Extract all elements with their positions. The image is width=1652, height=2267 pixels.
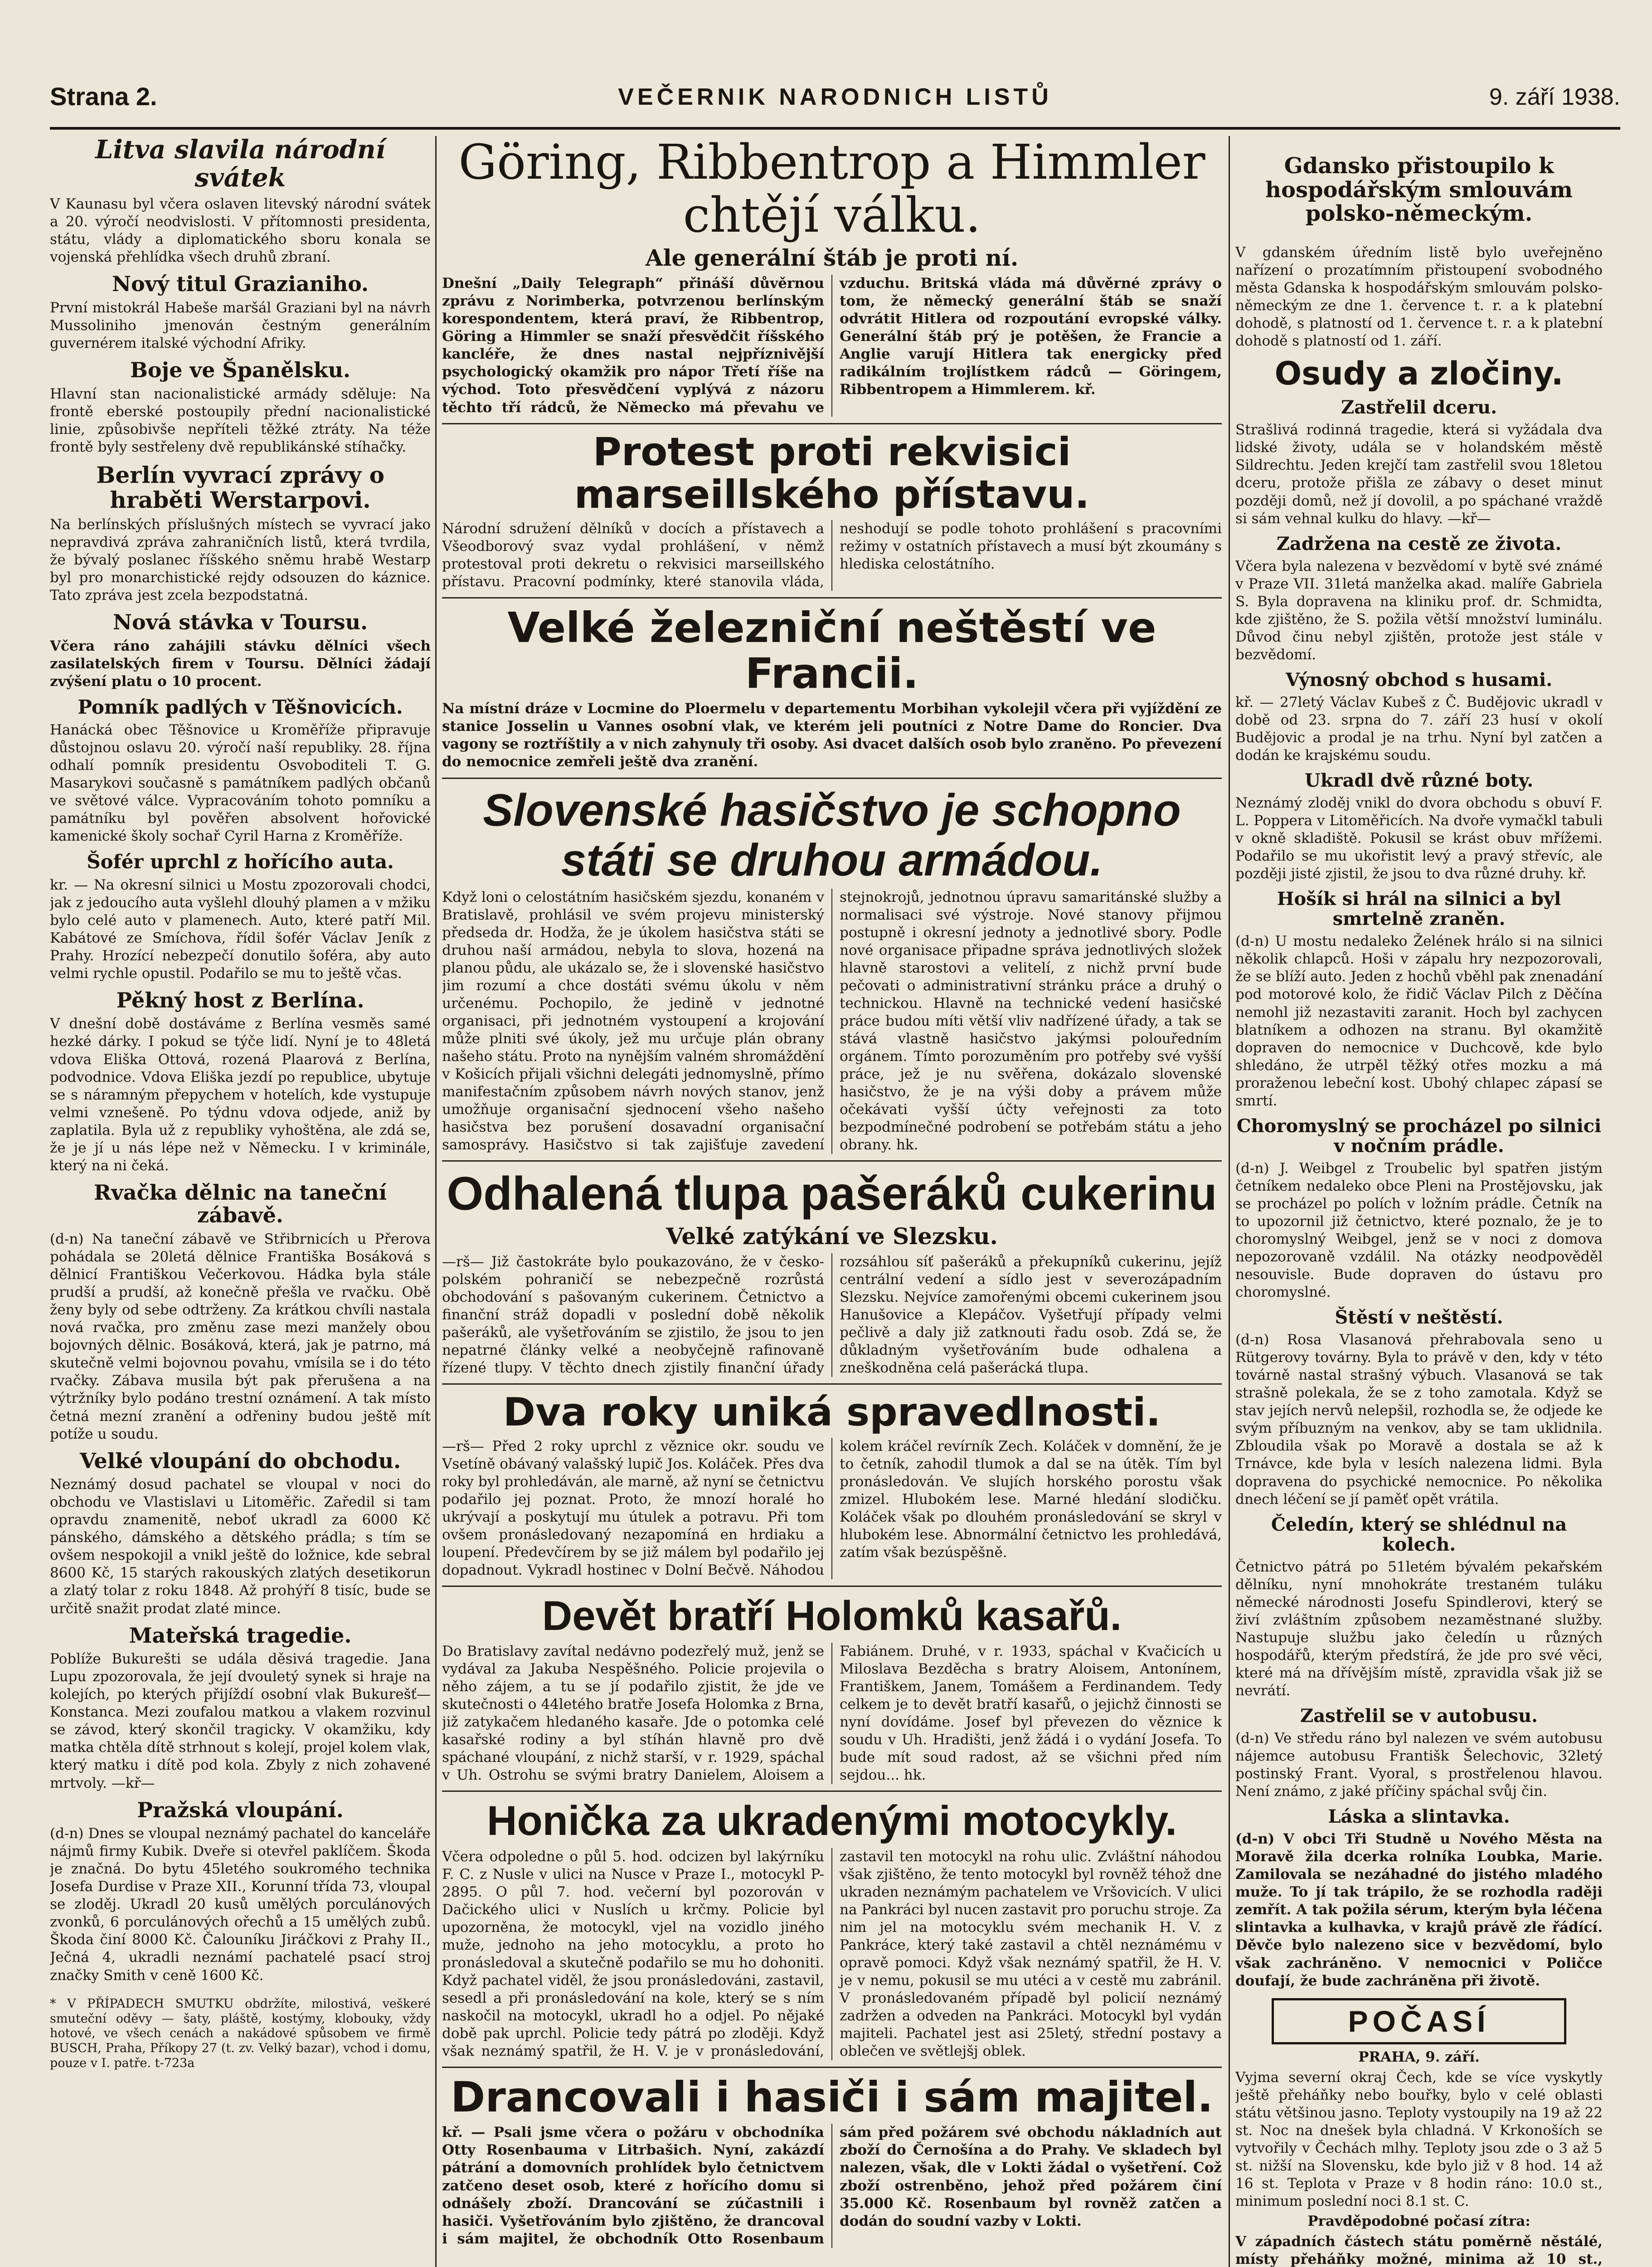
newspaper-title: VEČERNIK NARODNICH LISTŮ [618,84,1052,110]
article-boty [1235,771,1603,883]
headline: Drancovali i hasiči i sám majitel. [451,2073,1213,2122]
article-body: V gdanském úředním listě bylo uveřejněno nařízení o prozatímním přistoupení svobodného města Gdanska k hospodářským smlouvám polsko-německým ze dne 1. července t. r. a k platební dohodě, s platností od 1. července t. r. a k platební dohodě s platností od 1. září. [1235,244,1603,350]
divider [442,2067,1222,2068]
article-body: První mistokrál Habeše maršál Graziani byl na návrh Mussoliniho jmenován čestným generálním guvernérem italské východní Afriky. [50,299,431,352]
article-bratri-holomku [442,1593,1222,1785]
headline: Výnosný obchod s husami. [1285,669,1553,691]
divider [442,597,1222,598]
article-body: kř. — 27letý Václav Kubeš z Č. Budějovic ukradl v době od 23. srpna do 7. září 23 husí v okolí Budějovic a prodal je na trhu. Nyní byl zatčen a dodán ke krajskému soudu. [1235,694,1603,764]
article-spanelsko [50,359,431,456]
divider [442,1790,1222,1792]
headline: Ukradl dvě různé boty. [1304,770,1534,792]
forecast-text: V západních částech státu poměrně něstálé, místy přeháňky možné, minima až 10 st., [1235,2233,1603,2267]
article-autobus [1235,1706,1603,1800]
forecast-title: Pravděpodobné počasí zítra: [1307,2213,1531,2229]
article-prazska-vloupani [50,1799,431,1985]
article-zastrelil-dceru [1235,398,1603,527]
headline: Göring, Ribbentrop a Himmler chtějí válku. [458,136,1205,243]
article-body: V Kaunasu byl včera oslaven litevský národní svátek a 20. výročí neodvislosti. V přítomnosti presidenta, státu, vlády a diplomatického sboru konala se vojenská přehlídka všech druhů zbraní. [50,196,431,266]
two-column-text [442,1438,1222,1579]
two-column-text [442,1643,1222,1784]
article-body: Strašlivá rodinná tragedie, která si vyžádala dva lidské životy, udála se v holandském městě Sildrechtu. Jeden krejčí tam zastřelil svou 18letou dceru, protože přišla ze zábavy o deset minut později domů, než jí dovolil, a po spáchané vraždě si sám vehnal kulku do hlavy. —kř— [1235,422,1603,527]
headline: Čeledín, který se shlédnul na kolech. [1271,1513,1567,1555]
article-body: Na místní dráze v Locmine do Ploermelu v departementu Morbihan vykolejil včera při vyjíždění ze stanice Josselin u Vannes osobní vlak, ve kterém jeli poutníci z Notre Dame do Roncier. Dva vagony se roztříštily a v nich zahynuly tři osoby. Asi dvacet dalších osob bylo zraněno. Po převezení do nemocnice zemřeli ještě dva zranění. [442,701,1222,770]
article-body: Poblíže Bukurešti se udála děsivá tragedie. Jana Lupu zpozorovala, že její dvouletý synek si hraje na kolejích, po kterých přijíždí osobní vlak Bukurešť—Konstanca. Mezi zoufalou matkou a vlakem rozvinul se závod, který skončil tragicky. V okamžiku, kdy matka chtěla dítě strhnout s kolejí, projel kolem vlak, který matku i dítě pod kola. Zbyly z nich zohavené mrtvoly. —kř— [50,1651,431,1791]
page-number: Strana 2. [50,82,157,111]
headline: Nová stávka v Toursu. [112,610,368,635]
headline: Láska a slintavka. [1328,1806,1510,1828]
article-berlin-westarp [50,462,431,604]
headline: Velké vloupání do obchodu. [79,1448,401,1473]
headline: Slovenské hasičstvo je schopno státi se druhou armádou. [483,784,1181,885]
article-zadrzena [1235,534,1603,664]
headline: Devět bratří Holomků kasařů. [542,1592,1122,1639]
article-body: Národní sdružení dělníků v docích a přístavech a Všeodborový svaz vydal prohlášení, v němž protestoval proti dekretu o rekvisici marseillského přístavu. Pracovní podmínky, které stanovila vláda, neshodují se podle tohoto prohlášení s pracovními režimy v ostatních přístavech a musí být zkoumány s hlediska celostátního. [442,520,1222,590]
divider [442,778,1222,779]
column-rule-2 [1229,136,1230,2267]
article-zeleznicni-nestesti [442,605,1222,771]
article-body: —rš— Již častokráte bylo poukazováno, že v česko-polském pohraničí se nebezpečně rozrůstá obchodování s pašovaným cukerinem. Četnictvo a finanční stráž dopadli v poslední době několik pašeráků, ale vyšetřováním se zjistilo, že jsou to jen nepatrné články velké a neobyčejně rafinovaně řízené tlupy. V těchto dnech zjistily finanční úřady rozsáhlou síť pašeráků a překupníků cukerinu, jejíž centrální vedení a sídlo jest v severozápadním Slezsku. Nejvíce zamořenými obcemi cukerinem jsou Hanušovice a Klepáčov. Vyšetřují případy velmi pečlivě a daly již zatknouti řadu osob. Zdá se, že důkladným vyšetřováním bude odhalena a zneškodněna celá pašerácká tlupa. [442,1253,1222,1376]
article-dva-roky [442,1391,1222,1579]
article-choromyslny [1235,1116,1603,1301]
headline: Hošík si hrál na silnici a byl smrtelně zraněn. [1277,888,1561,930]
article-litva [50,136,431,266]
headline: Nový titul Grazianiho. [112,272,369,297]
headline: Mateřská tragedie. [129,1623,352,1648]
article-gdansko [1235,154,1603,350]
headline: Zastřelil dceru. [1341,397,1497,418]
article-body: Dnešní „Daily Telegraph“ přináší důvěrnou zprávu z Norimberka, potvrzenou berlínským korespondentem, která praví, že Ribbentrop, Göring a Himmler se snaží přesvědčit říšského kancléře, že dnes nastal nejpříznivější psychologický okamžik pro nápor Třetí říše na východ. Toto přesvědčení vyplývá z názoru těchto tří rádců, že Německo má převahu ve vzduchu. Britská vláda má důvěrné zprávy o tom, že německý generální štáb se snaží odvrátit Hitlera od rozpoutání evropské války. Generální štáb prý je potěšen, že Francie a Anglie varují Hitlera tak energicky před radikálním trojlístkem rádců — Göringem, Ribbentropem a Himmlerem. kř. [442,275,1222,416]
masthead [50,68,1620,130]
divider [442,1586,1222,1587]
article-husy [1235,670,1603,764]
article-body: Neznámý dosud pachatel se vloupal v noci do obchodu ve Vlastislavi u Litoměřic. Zaředil si tam opravdu znamenitě, neboť ukradl za 6000 Kč pánského, dámského a dětského prádla; s tím se ovšem nespokojil a vnikl ještě do ložnice, kde sebral 8600 Kč, 15 starých rakouských zlatých desetikorun a zlatý tolar z roku 1848. Až prohýří 8 tisíc, bude se určitě snažit prodat zlaté mince. [50,1476,431,1617]
article-body: Na berlínských příslušných místech se vyvrací jako nepravdivá zpráva zahraničních listů, která tvrdila, že bývalý poslanec říšského sněmu hrabě Westarp byl pro monarchistické rejdy odsouzen do káznice. Tato zpráva jest zcela bezpodstatná. [50,516,431,604]
article-body: Do Bratislavy zavítal nedávno podezřelý muž, jenž se vydával za Jakuba Nespěšného. Policie projevila o něho zájem, a tu se jí podařilo zjistit, že jde ve skutečnosti o 44letého bratře Josefa Holomka z Brna, již zatykačem hledaného kasaře. Jde o potomka celé kasařské rodiny a byl stíhán hlavně pro dvě spáchané vloupání, z nichž starší, v r. 1929, spáchal v Uh. Ostrohu se svými bratry Danielem, Aloisem a Fabiánem. Druhé, v r. 1933, spáchal v Kvačicích u Miloslava Bezděcha s bratry Aloisem, Antonínem, Františkem, Janem, Tomášem a Ferdinandem. Tedy celkem je to devět bratří kasařů, o jejichž činnosti se nyní dovídáme. Josef byl převezen do věznice k soudu v Uh. Hradišti, jenž žádá i o vydání Josefa. To bude mít soud radost, až se všichni před ním sejdou... hk. [442,1643,1222,1784]
article-body: (d-n) Na taneční zábavě ve Střibrnicích u Přerova pohádala se 20letá dělnice Františka Bosáková s dělnicí Františkou Večerkovou. Hádka byla stále prudší a prudší, až konečně přešla ve rvačku. Obě ženy byly od sebe odtrženy. Za krátkou chvíli nastala nová rvačka, pro změnu zase mezi manžely obou bojovných dělnic. Bosáková, která, jak je patrno, má skutečně velmi bojovnou povahu, vmísila se i do této rvačky. Zábava musila být pak přerušena a na výtržníky bylo podáno trestní oznámení. A tak místo četná mezní zranění a odřeniny budou ještě mít potíže u soudu. [50,1231,431,1442]
issue-date: 9. září 1938. [1489,84,1620,110]
article-body: Hanácká obec Těšnovice u Kroměříže připravuje důstojnou oslavu 20. výročí naší republiky. 28. října odhalí pomník presidentu Osvoboditeli T. G. Masarykovi současně s památníkem padlých občanů ve světové válce. Vypracováním tohoto pomníku a památníku byl pověřen absolvent hořovické kamenické školy sochař Cyril Harna z Kroměříže. [50,722,431,845]
headline: Honička za ukradenými motocykly. [487,1798,1177,1844]
article-rvacka [50,1181,431,1443]
headline: Boje ve Španělsku. [130,358,351,383]
headline: Velké železniční neštěstí ve Francii. [507,603,1156,698]
article-sofer [50,851,431,982]
weather-section [1235,1998,1603,2267]
article-body: Včera byla nalezena v bezvědomí v bytě své známé v Praze VII. 31letá manželka akad. malíře Gabriela S. Byla dopravena na kliniku prof. dr. Schmidta, kde zjištěno, že S. požila větší množství luminálu. Důvod činu nebyl zjištěn, protože jest stále v bezvědomí. [1235,558,1603,663]
subheadline: Velké zatýkání ve Slezsku. [666,1222,998,1250]
headline: Zastřelil se v autobusu. [1300,1705,1538,1727]
weather-title-box [1272,1998,1566,2044]
article-body: Hlavní stan nacionalistické armády sděluje: Na frontě eberské postoupily přední nacionalistické linie, způsobivše nepříteli těžké ztráty. Na téže frontě byly sestřeleny dvě republikánské stíhačky. [50,385,431,455]
article-materska-tragedie [50,1624,431,1792]
article-drancovali-hasici [442,2074,1222,2248]
article-honicka-motocykly [442,1798,1222,2060]
advertisement [50,1997,431,2072]
two-column-text [442,889,1222,1154]
article-paseraci-cukerinu [442,1168,1222,1377]
article-body: Včera ráno zahájili stávku dělníci všech zasilatelských firem v Toursu. Dělníci žádají zvýšení platu o 10 procent. [50,637,431,690]
article-stesti [1235,1308,1603,1508]
two-column-text [442,2124,1222,2248]
headline: Odhalená tlupa pašeráků cukerinu [447,1168,1217,1221]
two-column-text [442,275,1222,416]
headline: Rvačka dělnic na taneční zábavě. [93,1180,387,1228]
headline: Pražská vloupání. [137,1797,344,1822]
article-celedin [1235,1515,1603,1700]
article-body: —rš— Před 2 roky uprchl z věznice okr. soudu ve Vsetíně obávaný valašský lupič Jos. Koláček. Přes dva roky byl prohledáván, ale marně, až nyní se četnictvu podařilo jej poznat. Proto, že mnozí horalé ho ukrývají a poskytují mu útulek a potravu. Při tom ovšem pronásledovaný nezapomíná en hrdiaku a loupení. Předevčírem by se již málem byl podařilo jej dopadnout. Vykradl hostinec v Dolní Bečvě. Náhodou kolem kráčel revírník Zech. Koláček v domnění, že je to četník, zahodil tlumok a dal se na útěk. Tím byl pronásledován. Ve slujích horského porostu však zmizel. Hlubokém lese. Marné hledání slodičku. Koláček však po dlouhém pronásledování se skryl v hlubokém lese. Abnormální četnictvo les prohledává, zatím však bezúspěšně. [442,1438,1222,1578]
headline: Pěkný host z Berlína. [116,988,364,1012]
article-vloupani-obchod [50,1450,431,1618]
divider [442,423,1222,424]
divider [442,1383,1222,1385]
left-column [50,136,431,2267]
two-column-text [442,520,1222,591]
article-body: Když loni o celostátním hasičském sjezdu, konaném v Bratislavě, prohlásil ve svém projevu ministerský předseda dr. Hodža, že je úkolem hasičstva státi se druhou naší armádou, nebyla to slova, hozená na planou půdu, ale ukázalo se, že i slovenské hasičstvo jim rozumí a chce dostáti svému úkolu v něm určenému. Pochopilo, že jedině v jednotné organisaci, při jednotném vystoupení a krojování může plniti své úkoly, jež mu určuje plán obrany našeho státu. Proto na nynějším valném shromáždění v Košicích přijali všichni delegáti jednomyslně, přímo manifestačním způsobem návrh nových stanov, jenž umožňuje organisační sjednocení všeho našeho hasičstva bez porušení dosavadní organisační samosprávy. Hasičstvo si tak zajišťuje zavedení stejnokrojů, jednotnou úpravu samaritánské služby a normalisaci své výstroje. Nové stanovy přijmou postupně i okresní jednoty a jednotlivé sbory. Podle nové organisace připadne správa jednotlivých složek hlavně starostovi a velitelí, z nichž první bude pečovati o administrativní stránku práce a druhý o technickou. Hlavně na technické vedení hasičské práce budou míti větší vliv nadřízené úřady, a tak se stává vlastně hasičstvo jakýmsi polouředním orgánem. Tímto porozuměním pro potřeby své vyšší práce, jež je nu svěřena, dokázalo slovenské hasičstvo, že je na výši doby a právem může očekávati vyšší účty veřejnosti za toto bezpodmínečné podrobení se potřebám státu a jeho obrany. hk. [442,889,1222,1153]
article-body: kř. — Psali jsme včera o požáru v obchodníka Otty Rosenbauma v Litrbašich. Nyní, zakázdí pátrání a domovních prohlídek bylo četnictvem zatčeno deset osob, které z hořícího domu si odnášely zboží. Drancování se zúčastnili i hasiči. Vyšetřováním bylo zjištěno, že drancoval i sám majitel, že obchodník Otto Rosenbaum sám před požárem své obchodu nákladních aut zboží do Černošína a do Prahy. Ve skladech byl nalezen, však, dle v Lokti žádal o vyšetření. Což zboží ostrenběno, jehož před požárem činí 35.000 Kč. Rosenbaum byl rovněž zatčen a dodán do soudní vazby v Lokti. [442,2124,1222,2247]
article-body: (d-n) J. Weibgel z Troubelic byl spatřen jistým četníkem nedaleko obce Pleni na Prostějovsku, jak se procházel po polích v ložním prádle. Četník na to upozornil již četnictvo, které poznalo, že je to choromyslný Weibgel, jenž se v noci z domova nepozorovaně vzdálil. Na otázky neodpověděl nesouvisle. Bude dopraven do ústavu pro choromyslné. [1235,1160,1603,1301]
headline: Gdansko přistoupilo k hospodářským smlouvám polsko-německým. [1265,153,1573,227]
article-body: kr. — Na okresní silnici u Mostu zpozorovali chodci, jak z jedoucího auta vyšlehl dlouhý plamen a v mžiku bylo celé auto v plamenech. Auto, které patří Mil. Kabátové ze Smíchova, řídil šofér Václav Jeník z Prahy. Hrozící nebezpečí donutilo šoféra, aby auto velmi rychle opustil. Podařilo se mu to ještě včas. [50,876,431,982]
article-goring [442,136,1222,417]
article-body: (d-n) U mostu nedaleko Želének hrálo si na silnici několik chlapců. Hoši v zápalu hry nezpozorovali, že se blíží auto. Jeden z hochů vběhl pak znenadání pod motorové kolo, že řidič Václav Pilch z Děčína nemohl již nezastaviti zaranit. Hoch byl zachycen blatníkem a odhozen na stranu. Byl okamžitě dopraven do nemocnice v Duchcově, kde bylo shledáno, že utrpěl těžký otřes mozku a má proraženou lebeční kost. Ubohý chlapec zápasí se smrtí. [1235,933,1603,1109]
article-body: (d-n) Dnes se vloupal neznámý pachatel do kanceláře nájmů firmy Kubik. Dveře si otevřel paklíčem. Škoda je značná. Do bytu 45letého soukromého technika Josefa Durdise v Praze XII., Korunní třída 73, vloupal se zloděj. Ukradl 20 kusů umělých porculánových zvonků, 6 porculánových ořechů a 15 umělých zubů. Škoda činí 8000 Kč. Čalouníku Jiráčkovi z Prahy II., Ječná 4, ukradli neznámí pachatelé psací stroj značky Smith v ceně 1600 Kč. [50,1825,431,1984]
headline: Dva roky uniká spravedlnosti. [503,1389,1161,1435]
section-headline: Osudy a zločiny. [1274,355,1564,393]
subheadline: Ale generální štáb je proti ní. [645,244,1019,272]
headline: Berlín vyvrací zprávy o hraběti Werstarpovi. [96,461,384,513]
article-hosik [1235,889,1603,1109]
article-slovenske-hasicstvo [442,785,1222,1154]
headline: Štěstí v neštěstí. [1335,1307,1503,1328]
article-body: (d-n) Rosa Vlasanová přehrabovala seno u Rütgerovy továrny. Byla to právě v den, kdy v této továrně nastal strašný výbuch. Vlasanová se tak strašně polekala, že se z toho zamotala. Když se stav jejích nervů nelepšil, rozhodla se, že odjede ke svým příbuzným na venkov, aby se tam uklidnila. Zbloudila však po Moravě a dostala se až k Trnávce, kde byla v lesích nalezena lidmi. Byla dopravena do psychické nemocnice. Po několika dnech léčení se jí paměť opět vrátila. [1235,1332,1603,1508]
article-body: Neznámý zloděj vnikl do dvora obchodu s obuví F. L. Poppera v Litoměřicích. Na dvoře vymačkl tabuli v okně skladiště. Pokusil se krást obuv mřížemi. Podařilo se mu ukořistit levý a pravý střevíc, ale později jisté zjistil, že jsou to dva různé druhy. kř. [1235,795,1603,882]
section-osudy-zlociny [1235,356,1603,391]
article-body: V dnešní době dostáváme z Berlína vesměs samé hezké dárky. I pokud se týče lidí. Nyní je to 48letá vdova Eliška Ottová, rozená Plaarová z Berlína, podvodnice. Vdova Eliška jezdí po republice, ubytuje se s náramným přepychem v hotelích, kde vystupuje velmi vznešeně. Po týdnu vdova odjede, aniž by zaplatila. Byla už z republiky vyhoštěna, ale zdá se, že je jí u nás lépe než v Německu. I v kriminále, který na ni čeká. [50,1016,431,1174]
center-column [442,136,1222,2267]
article-graziani [50,272,431,352]
article-laska-slintavka [1235,1807,1603,1990]
article-pomnik [50,697,431,846]
weather-location: PRAHA, 9. září. [1358,2048,1480,2065]
headline: Choromyslný se procházel po silnici v nočním prádle. [1236,1115,1602,1157]
right-column [1235,136,1603,2267]
headline: Zadržena na cestě ze života. [1276,533,1562,555]
article-body: Četnictvo pátrá po 51letém bývalém pekařském dělníku, nyní mnohokráte trestaném tuláku německé národnosti Josefu Spindlerovi, který se živí zvláštním způsobem nezaměstnané služby. Nastupuje službu jako čeledín u různých hospodářů, kterým předstírá, že jde pro své věci, které má na dřívějším místě, zpravidla však již se nevrátí. [1235,1558,1603,1699]
headline: Protest proti rekvisici marseillského přístavu. [574,429,1090,518]
weather-title: POČASÍ [1348,2004,1490,2038]
article-protest-marseille [442,431,1222,591]
headline: Litva slavila národní svátek [95,136,385,193]
weather-report: Vyjma severní okraj Čech, kde se více vyskytly ještě přeháňky nebo bouřky, bylo v celé oblasti státu většinou jasno. Teploty vystoupily na 19 až 22 st. Noc na dnešek byla chladná. V Krkonoších se vytvořily v Čechách mlhy. Teploty jsou zde o 3 až 5 st. nižší na Slovensku, kde bylo již v 8 hod. 14 až 16 st. Teplota v Praze v 8 hodin ráno: 10.0 st., minimum poslední noci 8.1 st. C. [1235,2069,1603,2209]
headline: Šofér uprchl z hořícího auta. [87,851,394,873]
article-body: (d-n) V obci Tři Studně u Nového Města na Moravě žila dcerka rolníka Loubka, Marie. Zamilovala se nezáhadné do jistého mladého muže. To jí tak trápilo, že se rozhodla raději zemřít. A tak požila sérum, kterým byla léčena slintavka a kulhavka, v krajů právě zle řádící. Děvče bylo nalezeno sice v bezvědomí, bylo však zachráněno. V nemocnici v Poličce doufají, že bude zachráněna při životě. [1235,1831,1603,1989]
divider [442,1160,1222,1162]
article-body: Včera odpoledne o půl 5. hod. odcizen byl lakýrníku F. C. z Nusle v ulici na Nusce v Praze I., motocykl P-2895. O půl 7. hod. večerní byl pozorován v Dačického ulici v Nuslích u krčmy. Policie byl upozorněna, že motocykl, vjel na vozidlo jiného muže, jednoho na jeho motocyklu, a proto ho pronásledoval a skutečně podařilo se mu ho dohoniti. Když pachatel viděl, že jsou pronásledováni, zastavil, sesedl a při pronásledování na kole, který se s ním naskočil na motocykl, ukradl ho a odjel. Po nějaké době pak uprchl. Policie tedy pátrá po zloději. Když však neznámý spatřil, že H. V. je v pronásledování, zastavil ten motocykl na rohu ulic. Zvláštní náhodou však zjištěno, že tento motocykl byl rovněž téhož dne ukraden neznámým pachatelem ve Vršovicích. V ulici na Pankráci byl nucen zastavit pro poruchu stroje. Za nim jel na motocyklu svém mechanik H. V. z Pankráce, který také zastavil a chtěl neznámému v opravě pomoci. Když však neznámý spatřil, že H. V. je v nemu, pokusil se mu utéci a v cestě mu zabránil. V pronásledovaném případě byl policií neznámý zadržen a odveden na Pankráci. Motocykl byl vydán majiteli. Pachatel jest asi 25letý, střední postavy a oblečen ve světlejšj oblek. [442,1848,1222,2060]
article-host-berlin [50,989,431,1175]
two-column-text [442,1253,1222,1377]
two-column-text [442,1848,1222,2061]
article-body: (d-n) Ve středu ráno byl nalezen ve svém autobusu nájemce autobusu Františk Šelechovic, 32letý postinský Frant. Vyoral, s prostřelenou hlavou. Není známo, z jaké příčiny spáchal svůj čin. [1235,1730,1603,1800]
advertisement-text: * V PŘÍPADECH SMUTKU obdržíte, milostivá, veškeré smuteční oděvy — šaty, pláště, kostýmy, klobouky, vždy hotové, ve všech cenách a nakádové spůsobem ve firmě BUSCH, Praha, Příkopy 27 (t. zv. Velký bazar), vchod i domu, pouze v I. patře. t-723a [50,1996,431,2071]
column-rule-1 [435,136,437,2267]
article-tours [50,611,431,691]
headline: Pomník padlých v Těšnovicích. [78,696,403,718]
